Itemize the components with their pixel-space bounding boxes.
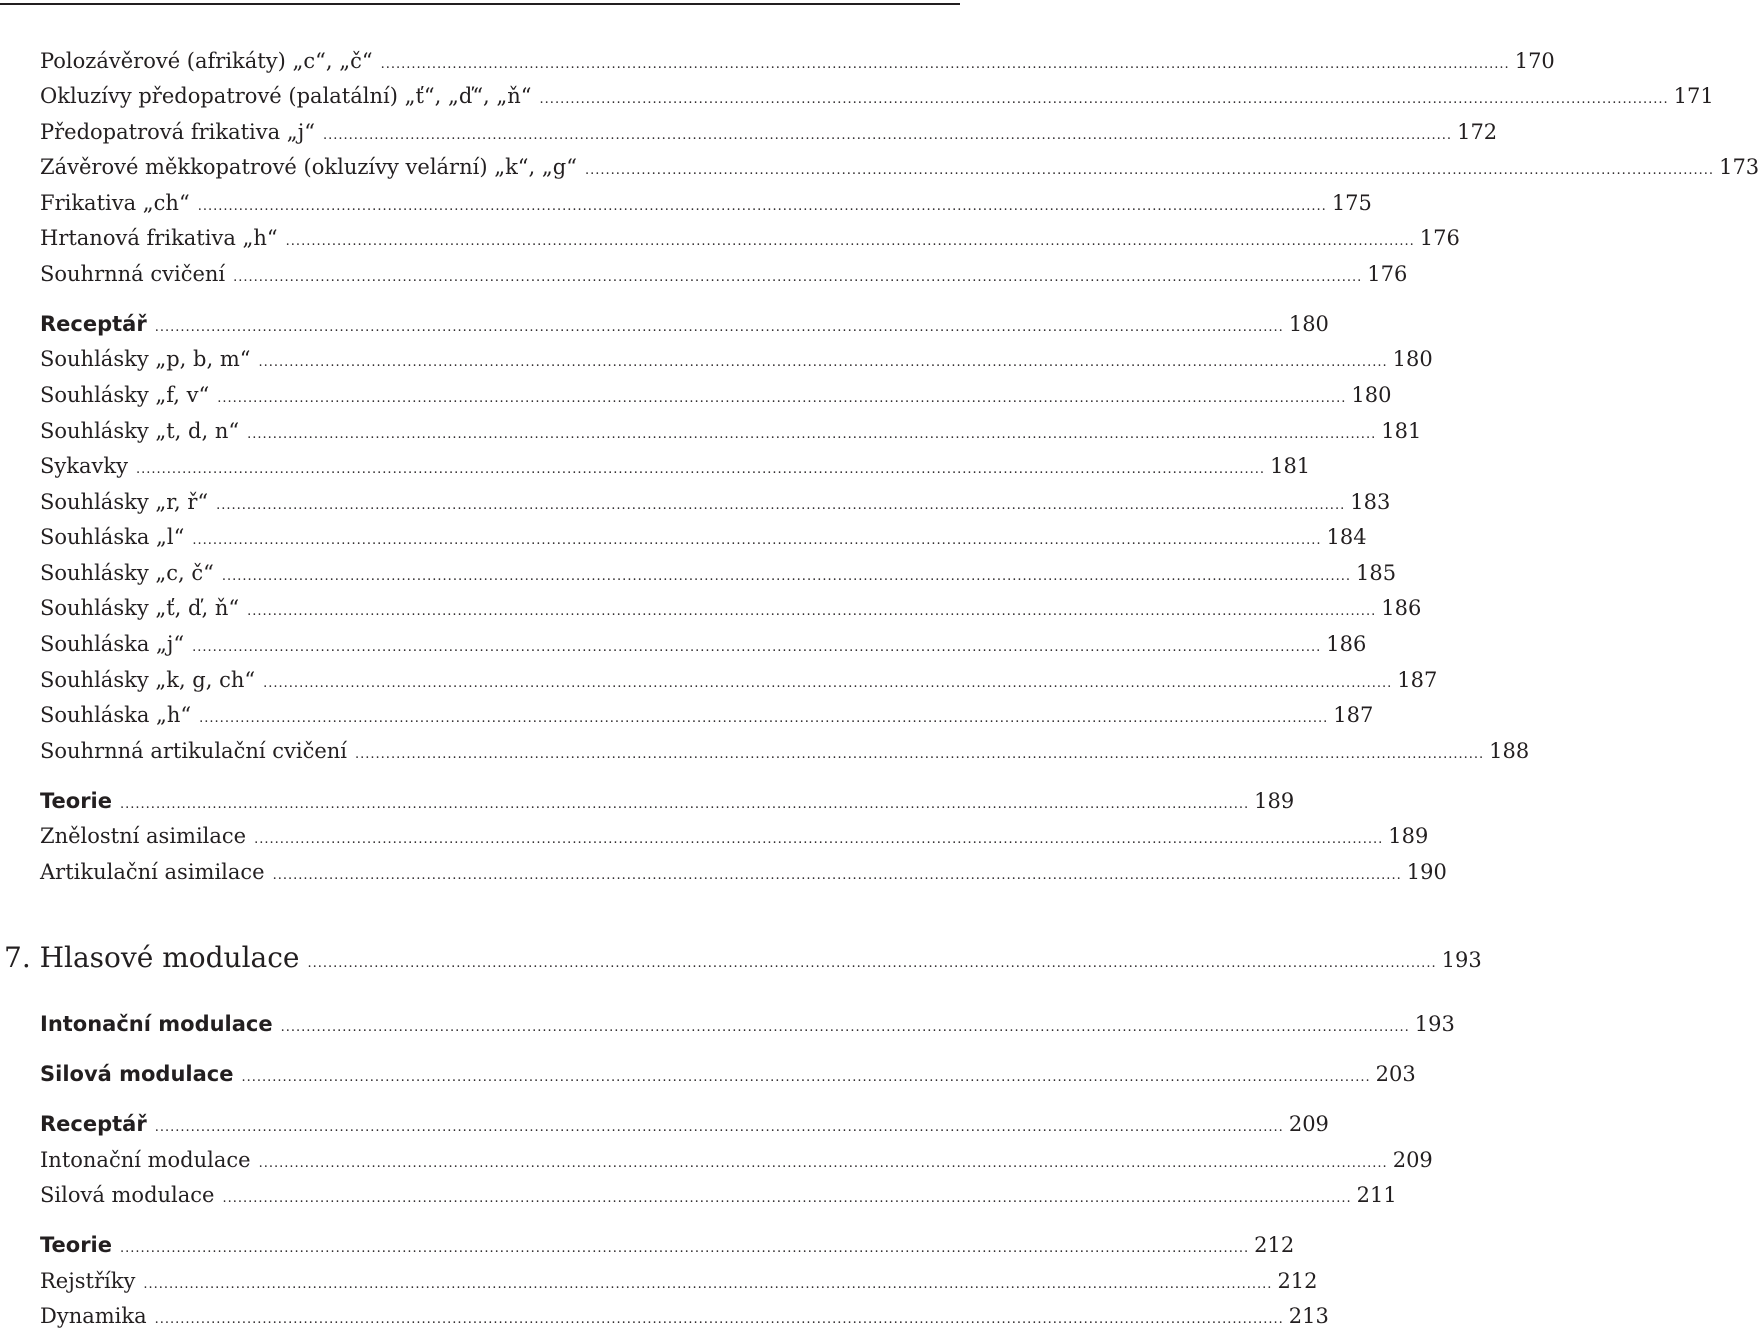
- toc-entry-title: Teorie: [40, 1233, 113, 1257]
- toc-entry-title: Souhláska „h“: [40, 703, 192, 727]
- toc-leader: ............................................................................................................................................................................................................................: [154, 1120, 1284, 1135]
- toc-entry: [40, 1145, 1433, 1179]
- toc-entry-page: 180: [1351, 383, 1392, 407]
- toc-entry-page: 172: [1457, 120, 1498, 144]
- toc-leader: ............................................................................................................................................................................................................................: [307, 956, 1437, 971]
- toc-entry-title: Souhláska „j“: [40, 632, 185, 656]
- toc-entry: [40, 821, 1429, 855]
- toc-entry-title: Rejstříky: [40, 1269, 136, 1293]
- toc-entry-title: Receptář: [40, 312, 147, 336]
- toc-entry: [40, 1266, 1318, 1300]
- toc-section-heading: [40, 1009, 1455, 1043]
- toc-leader: ............................................................................................................................................................................................................................: [258, 355, 1388, 370]
- toc-entry-page: 186: [1381, 596, 1422, 620]
- toc-entry: [40, 46, 1555, 80]
- toc-entry-page: 209: [1288, 1112, 1329, 1136]
- toc-entry: [40, 152, 1759, 186]
- toc-entry: [40, 665, 1438, 699]
- toc-entry-title: Intonační modulace: [40, 1012, 273, 1036]
- toc-leader: ............................................................................................................................................................................................................................: [258, 1156, 1388, 1171]
- toc-entry-page: 180: [1392, 347, 1433, 371]
- toc-entry-page: 181: [1381, 419, 1422, 443]
- toc-leader: ............................................................................................................................................................................................................................: [247, 604, 1377, 619]
- toc-entry: [40, 344, 1433, 378]
- toc-leader: ............................................................................................................................................................................................................................: [222, 1191, 1352, 1206]
- toc-entry-title: Intonační modulace: [40, 1148, 251, 1172]
- toc-entry: [40, 259, 1408, 293]
- toc-entry: [40, 223, 1460, 257]
- toc-entry-page: 212: [1254, 1233, 1295, 1257]
- toc-entry-page: 190: [1406, 860, 1447, 884]
- toc-entry-title: Znělostní asimilace: [40, 824, 247, 848]
- toc-section-heading: [40, 1059, 1416, 1093]
- toc-entry-page: 213: [1288, 1304, 1329, 1328]
- toc-section-heading: [40, 1230, 1295, 1264]
- toc-entry-title: Frikativa „ch“: [40, 191, 190, 215]
- toc-entry: [40, 857, 1447, 891]
- toc-section-heading: [40, 309, 1329, 343]
- toc-entry-title: Teorie: [40, 789, 113, 813]
- toc-leader: ............................................................................................................................................................................................................................: [199, 711, 1329, 726]
- toc-entry-page: 212: [1277, 1269, 1318, 1293]
- toc-leader: ............................................................................................................................................................................................................................: [217, 391, 1347, 406]
- toc-entry-page: 183: [1350, 490, 1391, 514]
- toc-leader: ............................................................................................................................................................................................................................: [254, 832, 1384, 847]
- toc-leader: ............................................................................................................................................................................................................................: [355, 747, 1485, 762]
- toc-entry-title: Okluzívy předopatrové (palatální) „ť“, „ď“, „ň“: [40, 84, 532, 108]
- toc-leader: ............................................................................................................................................................................................................................: [272, 868, 1402, 883]
- toc-entry-page: 170: [1514, 49, 1555, 73]
- toc-entry-title: Silová modulace: [40, 1183, 215, 1207]
- toc-leader: ............................................................................................................................................................................................................................: [584, 163, 1715, 178]
- toc-entry-title: Souhrnná cvičení: [40, 262, 226, 286]
- toc-entry-title: Receptář: [40, 1112, 147, 1136]
- toc-leader: ............................................................................................................................................................................................................................: [192, 533, 1322, 548]
- toc-entry-title: Souhláska „l“: [40, 525, 185, 549]
- toc-entry-page: 193: [1414, 1012, 1455, 1036]
- toc-leader: ............................................................................................................................................................................................................................: [197, 199, 1327, 214]
- toc-entry-title: Dynamika: [40, 1304, 147, 1328]
- toc-entry-page: 180: [1288, 312, 1329, 336]
- toc-entry-title: Souhlásky „ť, ď, ň“: [40, 596, 240, 620]
- toc-entry-page: 171: [1673, 84, 1714, 108]
- toc-leader: ............................................................................................................................................................................................................................: [285, 234, 1415, 249]
- toc-entry-title: Předopatrová frikativa „j“: [40, 120, 315, 144]
- toc-entry: [40, 380, 1392, 414]
- toc-section-heading: [40, 1109, 1329, 1143]
- toc-entry-title: Sykavky: [40, 454, 128, 478]
- toc-entry: [40, 522, 1367, 556]
- toc-entry-title: Souhlásky „k, g, ch“: [40, 668, 256, 692]
- toc-entry: [40, 700, 1374, 734]
- toc-chapter-heading: [4, 938, 1482, 984]
- toc-leader: ............................................................................................................................................................................................................................: [233, 270, 1363, 285]
- toc-leader: ............................................................................................................................................................................................................................: [380, 57, 1510, 72]
- toc-entry-page: 189: [1254, 789, 1295, 813]
- toc-entry-page: 211: [1356, 1183, 1397, 1207]
- toc-entry: [40, 736, 1530, 770]
- toc-entry-page: 175: [1331, 191, 1372, 215]
- toc-entry-title: Polozávěrové (afrikáty) „c“, „č“: [40, 49, 373, 73]
- toc-entry: [40, 117, 1498, 151]
- toc-entry-page: 193: [1441, 948, 1482, 972]
- toc-entry-page: 209: [1392, 1148, 1433, 1172]
- toc-entry: [40, 416, 1422, 450]
- toc-entry-title: Souhlásky „f, v“: [40, 383, 210, 407]
- toc-entry: [40, 1301, 1329, 1335]
- toc-entry-title: Závěrové měkkopatrové (okluzívy velární) „k“, „g“: [40, 155, 577, 179]
- toc-entry-page: 187: [1333, 703, 1374, 727]
- toc-entry: [40, 593, 1422, 627]
- toc-entry-title: Hrtanová frikativa „h“: [40, 226, 278, 250]
- toc-leader: ............................................................................................................................................................................................................................: [280, 1020, 1410, 1035]
- toc-entry-page: 186: [1326, 632, 1367, 656]
- toc-leader: ............................................................................................................................................................................................................................: [263, 676, 1393, 691]
- toc-entry-page: 176: [1367, 262, 1408, 286]
- toc-entry-page: 181: [1270, 454, 1311, 478]
- toc-entry: [40, 188, 1372, 222]
- toc-entry-page: 187: [1397, 668, 1438, 692]
- toc-entry-page: 176: [1419, 226, 1460, 250]
- toc-entry-title: Souhlásky „t, d, n“: [40, 419, 240, 443]
- toc-leader: ............................................................................................................................................................................................................................: [120, 797, 1250, 812]
- toc-leader: ............................................................................................................................................................................................................................: [154, 1312, 1284, 1327]
- toc-leader: ............................................................................................................................................................................................................................: [154, 320, 1284, 335]
- toc-leader: ............................................................................................................................................................................................................................: [216, 498, 1346, 513]
- toc-entry: [40, 81, 1714, 115]
- toc-section-heading: [40, 786, 1295, 820]
- toc-chapter-title: 7. Hlasové modulace: [4, 941, 300, 974]
- toc-leader: ............................................................................................................................................................................................................................: [322, 128, 1453, 143]
- toc-leader: ............................................................................................................................................................................................................................: [221, 569, 1351, 584]
- toc-entry-page: 184: [1326, 525, 1367, 549]
- toc-entry-page: 173: [1719, 155, 1759, 179]
- toc-entry-page: 203: [1375, 1062, 1416, 1086]
- toc-leader: ............................................................................................................................................................................................................................: [241, 1070, 1371, 1085]
- toc-entry: [40, 1180, 1397, 1214]
- toc-leader: ............................................................................................................................................................................................................................: [143, 1277, 1273, 1292]
- toc-leader: ............................................................................................................................................................................................................................: [247, 427, 1377, 442]
- toc-entry: [40, 451, 1311, 485]
- toc-leader: ............................................................................................................................................................................................................................: [539, 92, 1669, 107]
- toc-entry: [40, 558, 1397, 592]
- toc-entry-page: 188: [1489, 739, 1530, 763]
- toc-leader: ............................................................................................................................................................................................................................: [120, 1241, 1250, 1256]
- toc-entry-page: 189: [1388, 824, 1429, 848]
- toc-entry-title: Souhlásky „c, č“: [40, 561, 214, 585]
- toc-entry: [40, 629, 1367, 663]
- toc-leader: ............................................................................................................................................................................................................................: [192, 640, 1322, 655]
- toc-entry: [40, 487, 1391, 521]
- toc-entry-page: 185: [1355, 561, 1397, 585]
- toc-entry-title: Souhrnná artikulační cvičení: [40, 739, 348, 763]
- toc-entry-title: Souhlásky „p, b, m“: [40, 347, 251, 371]
- toc-entry-title: Artikulační asimilace: [40, 860, 265, 884]
- toc-entry-title: Souhlásky „r, ř“: [40, 490, 209, 514]
- toc-entry-title: Silová modulace: [40, 1062, 234, 1086]
- toc-leader: ............................................................................................................................................................................................................................: [135, 462, 1266, 477]
